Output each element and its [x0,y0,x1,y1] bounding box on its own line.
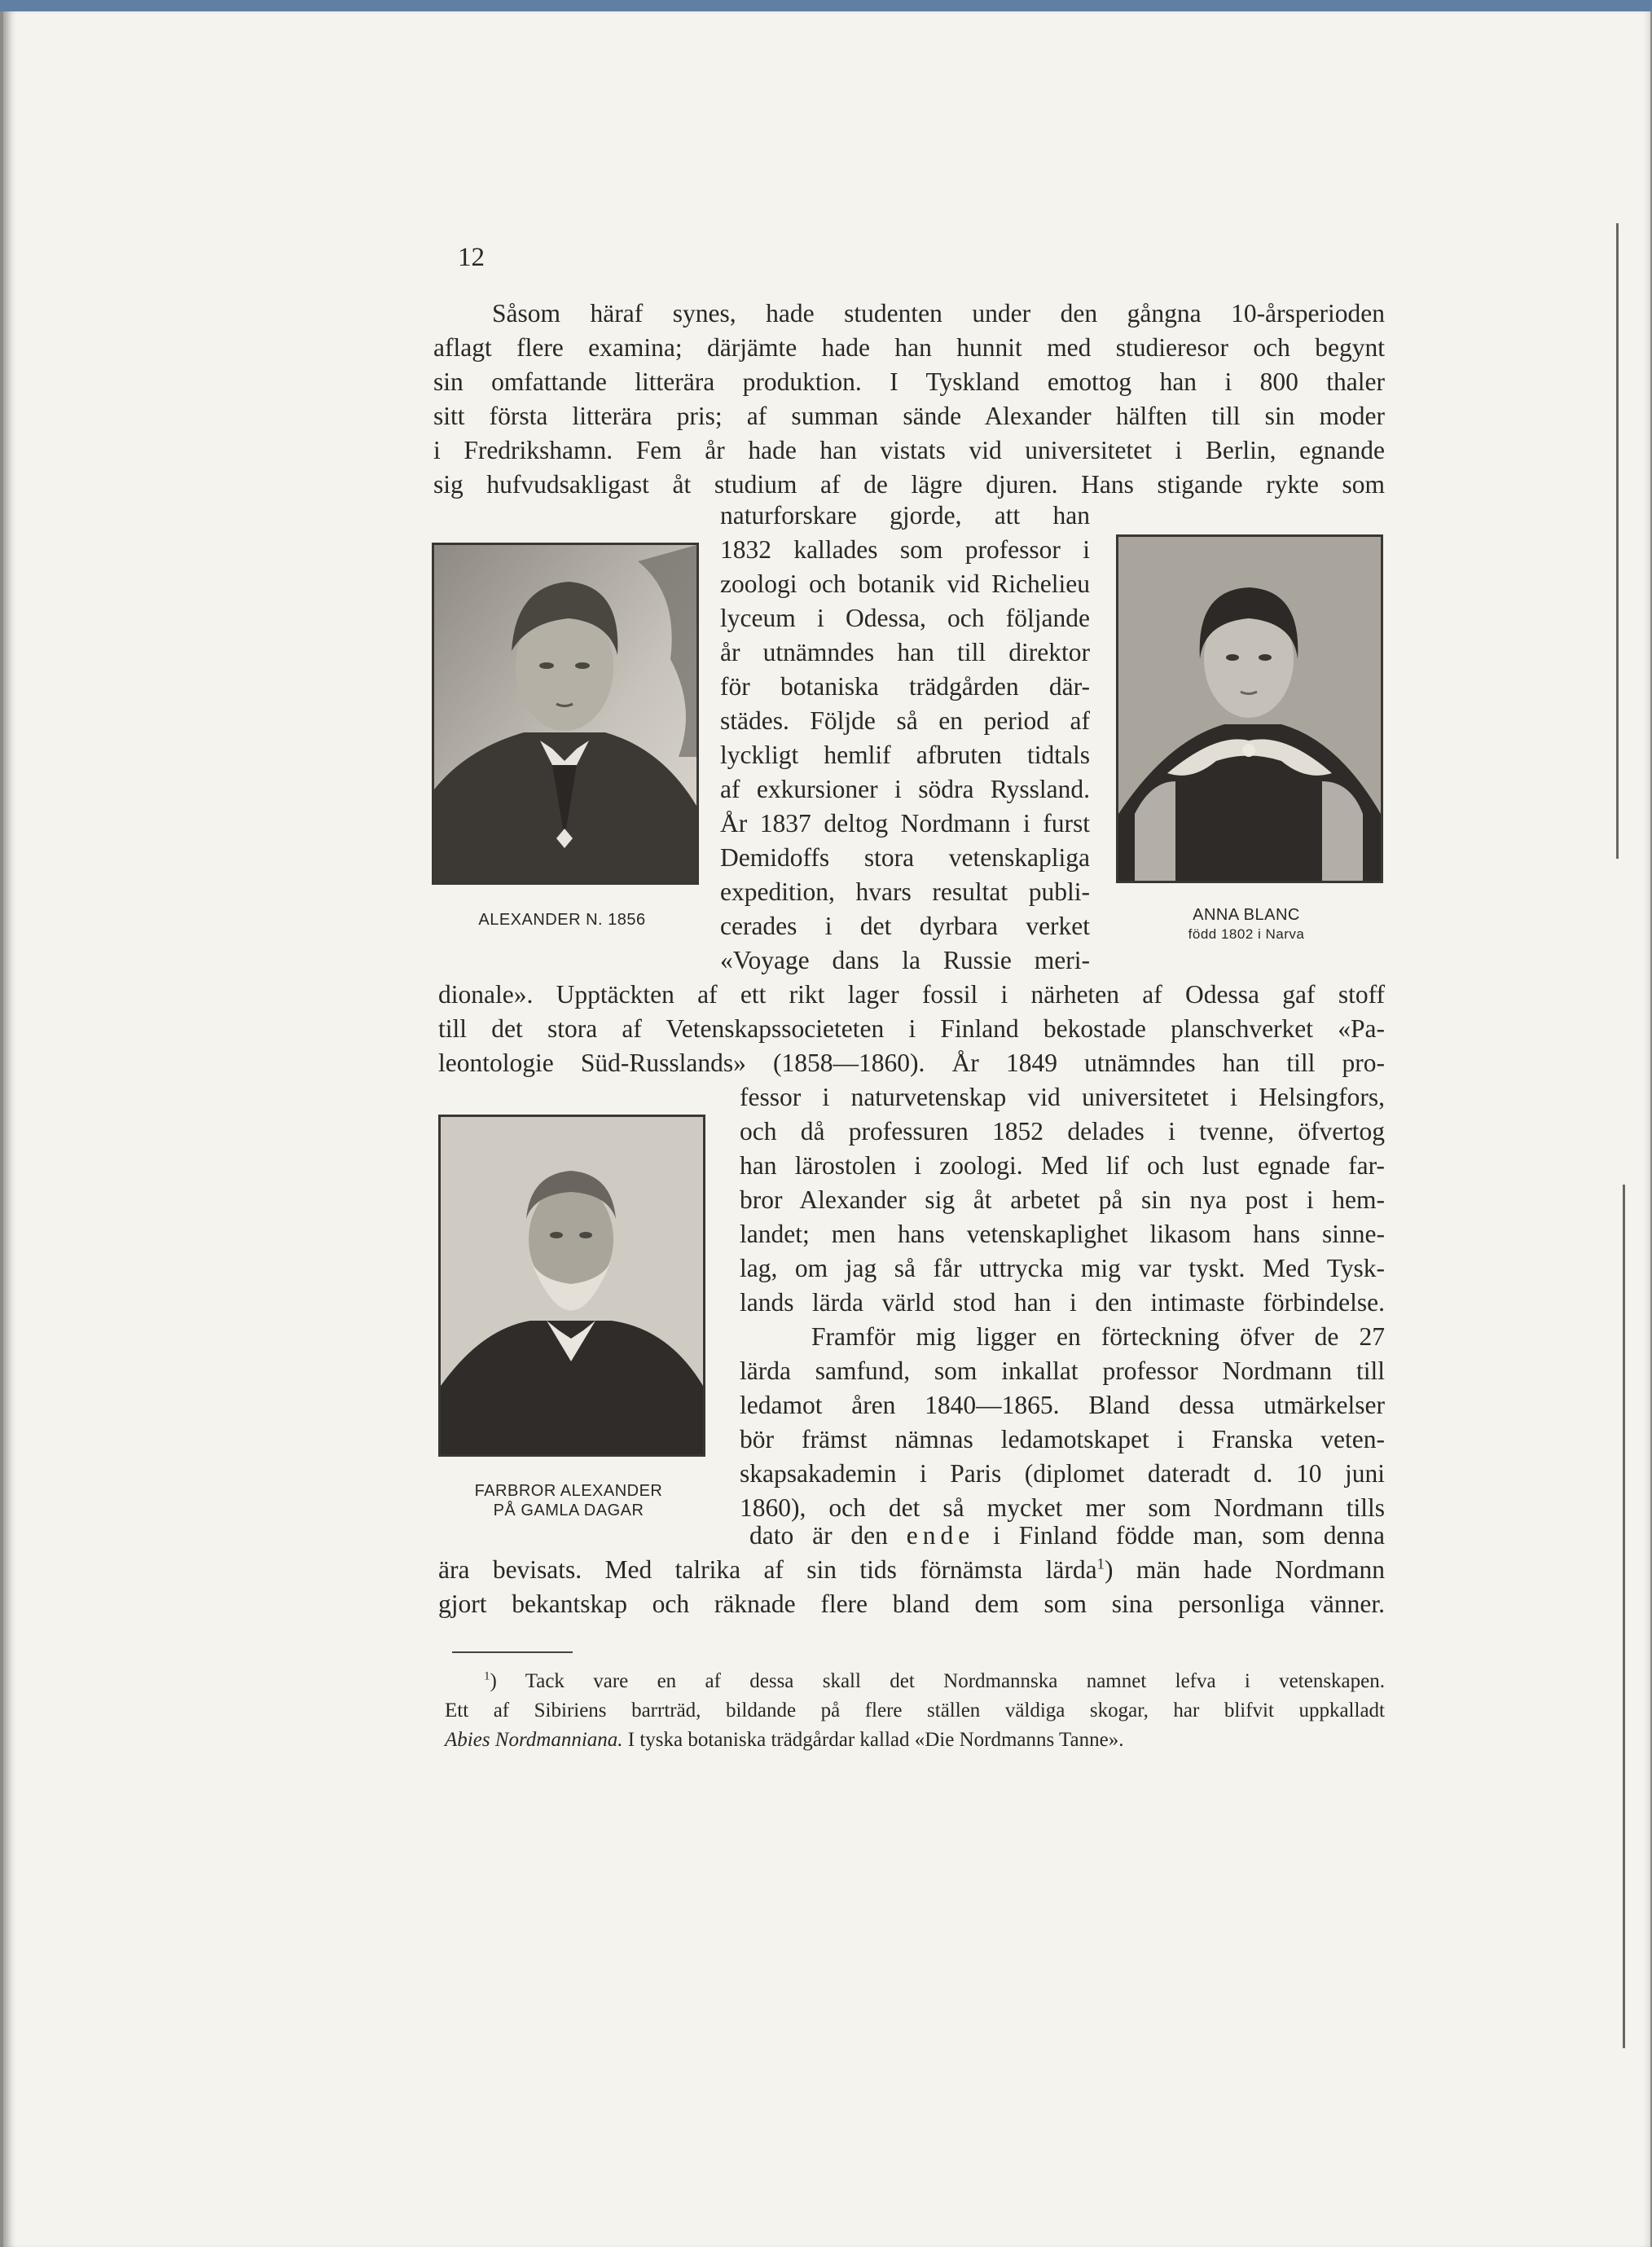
text-line: skapsakademin i Paris (diplomet dateradt d. 10 juni [740,1459,1385,1488]
text-line: fessor i naturvetenskap vid universitetet i Helsingfors, [740,1083,1385,1111]
text-line: städes. Följde så en period af [720,706,1090,735]
text-line: Framför mig ligger en förteckning öfver de 27 [811,1322,1385,1351]
text-line: 1860), och det så mycket mer som Nordmann tills [740,1493,1385,1522]
footnote-line: $^1$) Tack vare en af dessa skall det Nordmannska namnet lefva i vetenskapen. [484,1669,1385,1692]
text-line: han lärostolen i zoologi. Med lif och lust egnade far- [740,1151,1385,1180]
footnote-rule [452,1651,573,1653]
text-line: «Voyage dans la Russie meri- [720,946,1090,974]
text-line: landet; men hans vetenskaplighet likasom hans sinne- [740,1220,1385,1248]
text-line: ära bevisats. Med talrika af sin tids förnämsta lärda$^1$) män hade Nordmann [438,1555,1385,1584]
caption-farbror-alexander: FARBROR ALEXANDER PÅ GAMLA DAGAR [474,1482,663,1519]
text-line: till det stora af Vetenskapssocieteten i Finland bekostade planschverket «Pa- [438,1014,1385,1043]
text-line: zoologi och botanik vid Richelieu [720,569,1090,598]
text-line: i Fredrikshamn. Fem år hade han vistats vid universitetet i Berlin, egnande [433,436,1385,464]
text-line: expedition, hvars resultat publi- [720,877,1090,906]
portrait-alexander-1856 [432,543,699,885]
text-line: sig hufvudsakligast åt studium af de lägre djuren. Hans stigande rykte som [433,470,1385,499]
text-line: lag, om jag så får uttrycka mig var tyskt. Med Tysk- [740,1254,1385,1282]
text-line: Såsom häraf synes, hade studenten under den gångna 10-årsperioden [492,299,1385,328]
text-line: sin omfattande litterära produktion. I Tyskland emottog han i 800 thaler [433,367,1385,396]
text-line: af exkursioner i södra Ryssland. [720,775,1090,803]
portrait-anna-blanc [1116,534,1383,883]
binding-edge [1623,1185,1625,2048]
caption-farbror-line2: PÅ GAMLA DAGAR [493,1502,644,1519]
text-line: för botaniska trädgården där- [720,672,1090,701]
text-line: cerades i det dyrbara verket [720,912,1090,940]
text-line: Demidoffs stora vetenskapliga [720,843,1090,872]
text-line: bör främst nämnas ledamotskapet i Franska veten- [740,1425,1385,1453]
text-line: bror Alexander sig åt arbetet på sin nya post i hem- [740,1185,1385,1214]
page-number: 12 [458,243,485,272]
text-line: lyckligt hemlif afbruten tidtals [720,741,1090,769]
scan-top-edge [0,0,1652,11]
text-line: 1832 kallades som professor i [720,535,1090,564]
binding-edge [1616,223,1619,859]
text-line: lands lärda värld stod han i den intimaste förbindelse. [740,1288,1385,1317]
footnote-mark: 1 [484,1669,490,1683]
text-line: aflagt flere examina; därjämte hade han hunnit med studieresor och begynt [433,333,1385,362]
text-line: dato är den ende i Finland födde man, som denna [749,1521,1385,1550]
text-line: År 1837 deltog Nordmann i furst [720,809,1090,838]
footnote-line: Ett af Sibiriens barrträd, bildande på flere ställen väldiga skogar, har blifvit uppkalladt [445,1700,1385,1722]
text-line: sitt första litterära pris; af summan sände Alexander hälften till sin moder [433,402,1385,430]
caption-alexander: ALEXANDER N. 1856 [478,911,646,929]
text-line: naturforskare gjorde, att han [720,501,1090,530]
text-line: gjort bekantskap och räknade flere bland dem som sina personliga vänner. [438,1590,1385,1618]
text-line: lärda samfund, som inkallat professor Nordmann till [740,1357,1385,1385]
portrait-farbror-alexander [438,1115,705,1457]
text-line: ledamot åren 1840—1865. Bland dessa utmärkelser [740,1391,1385,1419]
footnote-line: Abies Nordmanniana. I tyska botaniska trädgårdar kallad «Die Nordmanns Tanne». [445,1729,1124,1751]
footnote-ref: 1 [1096,1555,1105,1573]
text-line: leontologie Süd-Russlands» (1858—1860). År 1849 utnämndes han till pro- [438,1049,1385,1077]
text-line: år utnämndes han till direktor [720,638,1090,666]
text-line: och då professuren 1852 delades i tvenne, öfvertog [740,1117,1385,1145]
caption-anna-blanc: ANNA BLANC född 1802 i Narva [1124,906,1369,943]
text-line: dionale». Upptäckten af ett rikt lager fossil i närheten af Odessa gaf stoff [438,980,1385,1009]
caption-anna-birth: född 1802 i Narva [1188,926,1305,942]
text-line: lyceum i Odessa, och följande [720,604,1090,632]
